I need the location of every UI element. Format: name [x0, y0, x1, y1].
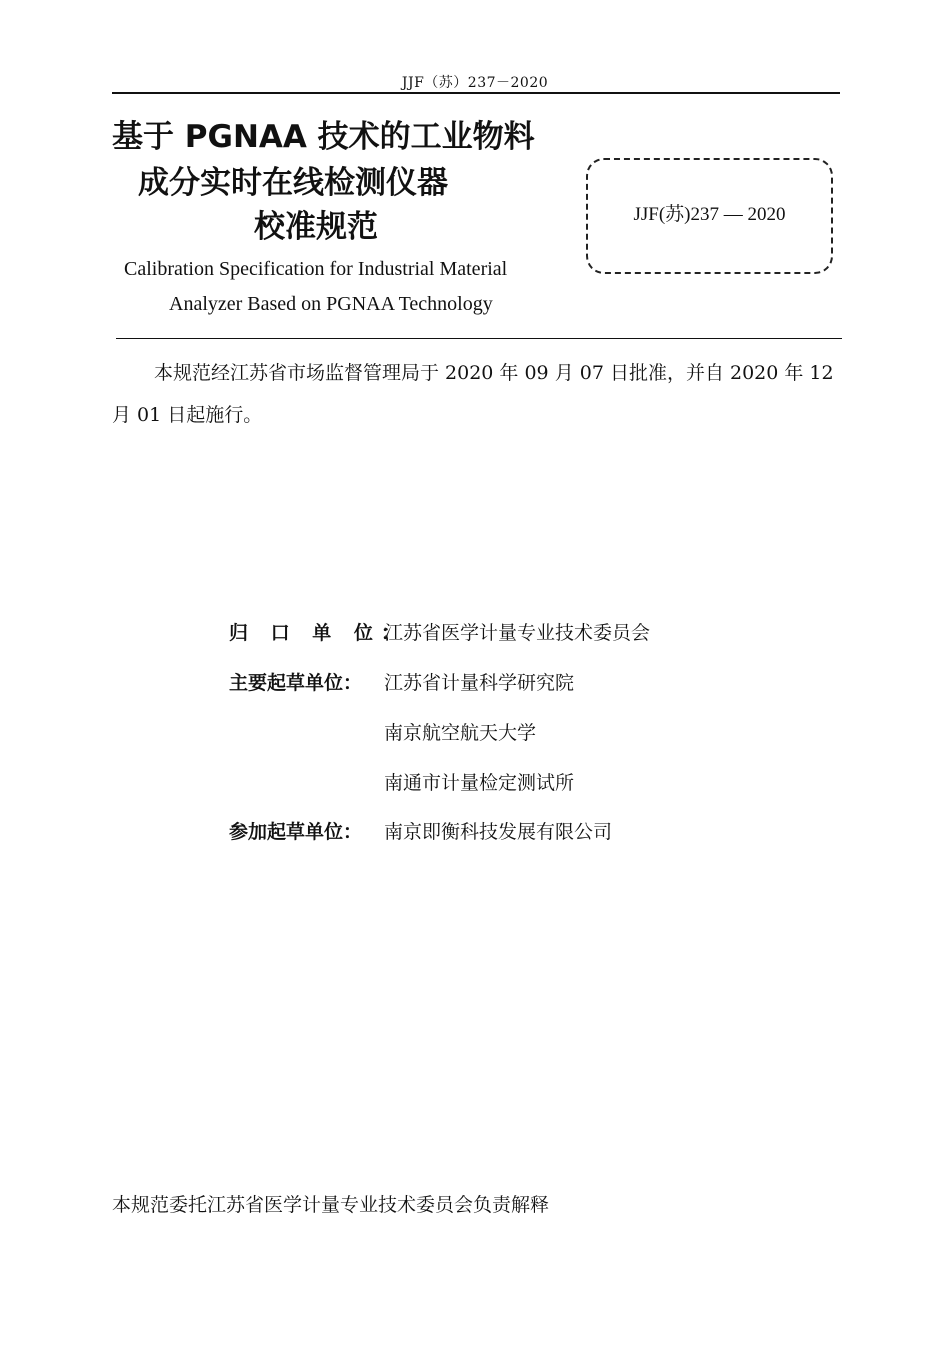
- main-drafting-label: 主要起草单位：: [229, 672, 363, 694]
- responsible-unit-label: 归 口 单 位：: [229, 622, 408, 644]
- header-divider: [112, 92, 840, 94]
- participating-drafting-unit: 南京即衡科技发展有限公司: [384, 821, 613, 843]
- header-standard-code: JJF（苏）237－2020: [401, 75, 549, 91]
- main-drafting-unit: 南京航空航天大学: [384, 722, 537, 744]
- english-title-line-1: Calibration Specification for Industrial Material: [124, 258, 508, 280]
- title-line-1: 基于 PGNAA 技术的工业物料: [112, 119, 535, 155]
- main-drafting-unit: 南通市计量检定测试所: [384, 772, 575, 794]
- responsible-unit-value: 江苏省医学计量专业技术委员会: [384, 622, 651, 644]
- title-divider: [116, 338, 842, 339]
- english-title-line-2: Analyzer Based on PGNAA Technology: [169, 293, 493, 315]
- main-drafting-unit: 江苏省计量科学研究院: [384, 672, 575, 694]
- standard-code: JJF(苏)237 — 2020: [633, 204, 786, 225]
- interpretation-note: 本规范委托江苏省医学计量专业技术委员会负责解释: [112, 1194, 550, 1216]
- participating-drafting-label: 参加起草单位：: [229, 821, 363, 843]
- title-line-3: 校准规范: [254, 209, 378, 245]
- approval-statement: 本规范经江苏省市场监督管理局于 2020 年 09 月 07 日批准，并自 2020 年 12 月 01 日起施行。: [112, 362, 834, 426]
- title-line-2: 成分实时在线检测仪器: [138, 165, 448, 201]
